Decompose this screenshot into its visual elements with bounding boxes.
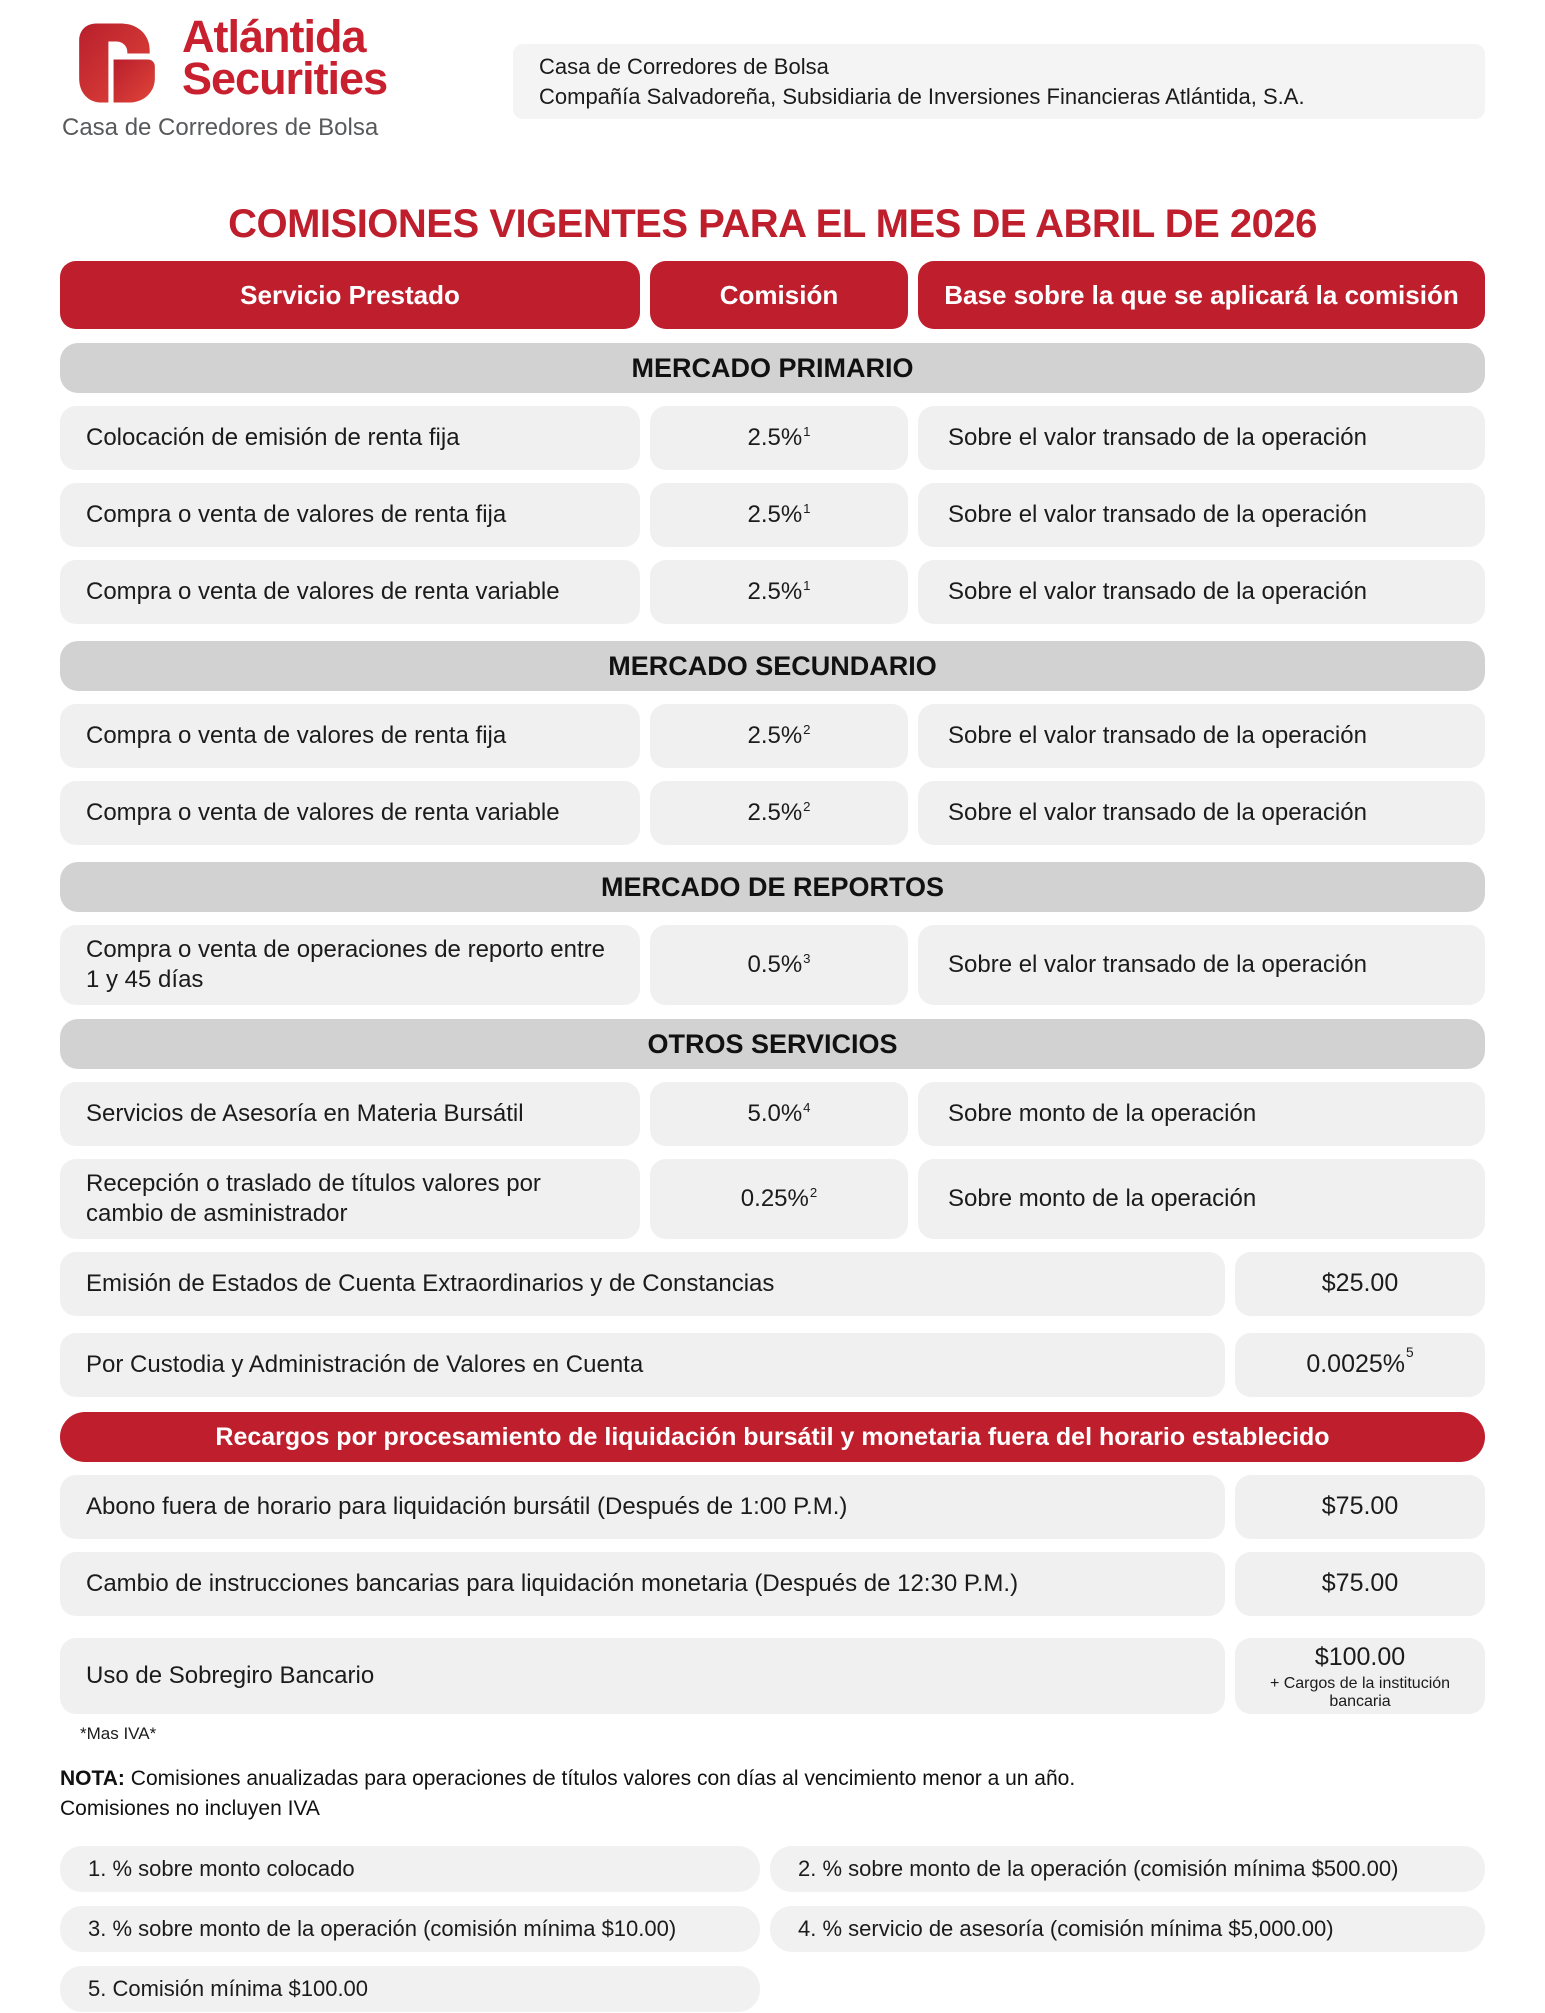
commission-cell: 5.0% $^4$ [650,1082,908,1146]
fee-value [1306,1344,1414,1380]
service-cell: Compra o venta de operaciones de reporto entre 1 y 45 días [60,925,640,1005]
column-header-servicio: Servicio Prestado [60,261,640,329]
service-cell: Compra o venta de valores de renta fija [60,483,640,547]
commission-cell: 2.5% $^2$ [650,781,908,845]
page-title: COMISIONES VIGENTES PARA EL MES DE ABRIL DE 2026 [228,202,1317,246]
table-row-wide [60,1552,1485,1616]
brand-tagline: Casa de Corredores de Bolsa [62,114,379,141]
service-cell: Abono fuera de horario para liquidación bursátil (Después de 1:00 P.M.) [60,1475,1225,1539]
footnote-spacer [770,1966,1485,2012]
company-info-box [513,44,1485,119]
table-row-wide [60,1252,1485,1316]
fee-footnote-ref: 5 [1406,1344,1414,1360]
service-cell: Recepción o traslado de títulos valores por cambio de asministrador [60,1159,640,1239]
brand-block [60,11,388,142]
base-cell: Sobre monto de la operación [918,1159,1485,1239]
commission-cell: 2.5% $^1$ [650,560,908,624]
column-header-base: Base sobre la que se aplicará la comisión [918,261,1485,329]
company-info-line1: Casa de Corredores de Bolsa [539,54,829,79]
table-row [60,483,1485,547]
fee-cell [1235,1638,1485,1714]
service-cell: Compra o venta de valores de renta variable [60,781,640,845]
table-row-wide [60,1333,1485,1397]
commission-value: 2.5% [747,501,803,528]
fee-cell [1235,1333,1485,1397]
footnote-4: 4. % servicio de asesoría (comisión mínima $5,000.00) [770,1906,1485,1952]
table-row [60,1159,1485,1239]
commission-value: 2.5% [747,722,803,749]
table-row [60,781,1485,845]
brand-name-line2: Securities [182,52,388,104]
base-cell: Sobre el valor transado de la operación [918,483,1485,547]
fee-value: $75.00 [1321,1569,1399,1598]
nota-line2: Comisiones no incluyen IVA [60,1797,320,1821]
commission-cell: 2.5% $^1$ [650,483,908,547]
section-header-mercado-de-reportos: MERCADO DE REPORTOS [60,862,1485,912]
service-cell: Cambio de instrucciones bancarias para liquidación monetaria (Después de 12:30 P.M.) [60,1552,1225,1616]
commission-value: 0.5% [747,951,803,978]
base-cell: Sobre el valor transado de la operación [918,560,1485,624]
base-cell: Sobre el valor transado de la operación [918,406,1485,470]
section-header-mercado-secundario: MERCADO SECUNDARIO [60,641,1485,691]
company-info-line2: Compañía Salvadoreña, Subsidiaria de Inversiones Financieras Atlántida, S.A. [539,83,1305,109]
service-cell: Colocación de emisión de renta fija [60,406,640,470]
fee-value: $100.00 [1314,1643,1406,1671]
commission-value: 2.5% [747,799,803,826]
section-header-mercado-primario: MERCADO PRIMARIO [60,343,1485,393]
fee-value: $75.00 [1321,1492,1399,1521]
table-row [60,560,1485,624]
base-cell: Sobre el valor transado de la operación [918,781,1485,845]
iva-note: *Mas IVA* [80,1724,157,1744]
nota-text: Comisiones anualizadas para operaciones de títulos valores con días al vencimiento menor a un año. [130,1767,1076,1791]
brand-name [182,11,388,104]
table-row-wide [60,1638,1485,1714]
fee-note: + Cargos de la institución bancaria [1269,1675,1451,1710]
fee-cell [1235,1552,1485,1616]
table-row [60,704,1485,768]
footnote-3: 3. % sobre monto de la operación (comisión mínima $10.00) [60,1906,760,1952]
fee-cell [1235,1475,1485,1539]
column-header-comision: Comisión [650,261,908,329]
commission-value: 2.5% [747,424,803,451]
atlantida-logo-icon [66,20,168,106]
footnote-2: 2. % sobre monto de la operación (comisión mínima $500.00) [770,1846,1485,1892]
table-row [60,1082,1485,1146]
base-cell: Sobre el valor transado de la operación [918,925,1485,1005]
surcharges-banner: Recargos por procesamiento de liquidación bursátil y monetaria fuera del horario establecido [60,1412,1485,1462]
table-row-wide [60,1475,1485,1539]
service-cell: Emisión de Estados de Cuenta Extraordinarios y de Constancias [60,1252,1225,1316]
service-cell: Compra o venta de valores de renta fija [60,704,640,768]
commission-cell: 2.5% $^2$ [650,704,908,768]
numbered-footnotes [60,1846,1485,2012]
commission-cell: 0.5% $^3$ [650,925,908,1005]
fee-value-text: 0.0025% [1306,1350,1406,1379]
nota-line1 [60,1764,1485,1794]
service-cell: Compra o venta de valores de renta variable [60,560,640,624]
service-cell: Uso de Sobregiro Bancario [60,1638,1225,1714]
page-header [60,11,1485,144]
service-cell: Por Custodia y Administración de Valores en Cuenta [60,1333,1225,1397]
commission-cell: 0.25% $^2$ [650,1159,908,1239]
fee-cell [1235,1252,1485,1316]
commission-value: 5.0% [747,1100,803,1127]
table-header-row [60,261,1485,329]
commission-value: 2.5% [747,578,803,605]
fee-value: $25.00 [1321,1269,1399,1298]
service-cell: Servicios de Asesoría en Materia Bursátil [60,1082,640,1146]
base-cell: Sobre el valor transado de la operación [918,704,1485,768]
brand-name-line1: Atlántida [182,11,366,62]
table-row [60,406,1485,470]
commission-cell: 2.5% $^1$ [650,406,908,470]
section-header-otros-servicios: OTROS SERVICIOS [60,1019,1485,1069]
footnote-1: 1. % sobre monto colocado [60,1846,760,1892]
nota-paragraph [60,1764,1485,1824]
table-row [60,925,1485,1005]
footnote-5: 5. Comisión mínima $100.00 [60,1966,760,2012]
base-cell: Sobre monto de la operación [918,1082,1485,1146]
commission-value: 0.25% [740,1185,809,1212]
nota-label: NOTA: [60,1767,125,1791]
